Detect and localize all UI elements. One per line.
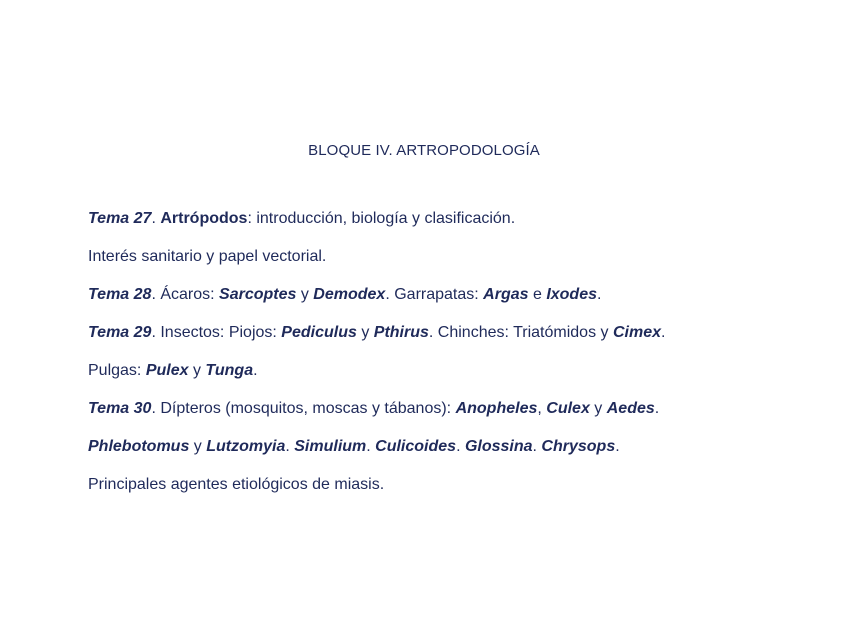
emphasis-text: Glossina [464, 438, 533, 455]
body-text: . Dípteros (mosquitos, moscas y tábanos): [151, 400, 456, 417]
emphasis-text: Tema 28 [88, 286, 152, 303]
body-text: y [296, 286, 314, 303]
emphasis-text: Pthirus [373, 324, 429, 341]
slide-title: BLOQUE IV. ARTROPODOLOGÍA [308, 142, 540, 159]
emphasis-text: Tema 30 [88, 400, 152, 417]
body-text: y [188, 362, 206, 379]
content-line [88, 200, 788, 238]
emphasis-text: Cimex [612, 324, 661, 341]
body-text: : introducción, biología y clasificación. [247, 210, 516, 227]
body-text: . Garrapatas: [385, 286, 484, 303]
body-text: . [654, 400, 660, 417]
emphasis-text: Culicoides [375, 438, 457, 455]
body-text: . [532, 438, 542, 455]
emphasis-text: Simulium [294, 438, 367, 455]
body-text: . [253, 362, 258, 379]
emphasis-text: Chrysops [541, 438, 616, 455]
body-text: . [285, 438, 295, 455]
content-line [88, 352, 788, 390]
emphasis-text: Tema 29 [88, 324, 152, 341]
body-text: . Chinches: Triatómidos y [428, 324, 613, 341]
emphasis-text: Sarcoptes [219, 286, 297, 303]
emphasis-text: Pulex [145, 362, 189, 379]
slide-content [88, 200, 788, 504]
body-text: . [366, 438, 376, 455]
body-text: . [151, 210, 161, 227]
emphasis-text: Argas [483, 286, 529, 303]
emphasis-text: Ixodes [546, 286, 597, 303]
content-line [88, 390, 788, 428]
content-line [88, 276, 788, 314]
body-text: . Ácaros: [151, 286, 220, 303]
body-text: Interés sanitario y papel vectorial. [88, 248, 327, 265]
emphasis-text: Phlebotomus [88, 438, 190, 455]
body-text: y [356, 324, 374, 341]
body-text: . [597, 286, 602, 303]
emphasis-text: Pediculus [281, 324, 357, 341]
emphasis-text: Culex [546, 400, 590, 417]
body-text: . [661, 324, 666, 341]
emphasis-text: Demodex [313, 286, 386, 303]
emphasis-text: Tema 27 [88, 210, 152, 227]
body-text: e [528, 286, 547, 303]
body-text: y [589, 400, 607, 417]
bold-text: Artrópodos [160, 210, 248, 227]
body-text: . Insectos: Piojos: [151, 324, 282, 341]
content-line [88, 314, 788, 352]
body-text: Pulgas: [88, 362, 146, 379]
content-line [88, 428, 788, 466]
content-line [88, 466, 788, 504]
emphasis-text: Lutzomyia [206, 438, 286, 455]
body-text: . [456, 438, 465, 455]
body-text: y [189, 438, 207, 455]
content-line [88, 238, 788, 276]
emphasis-text: Tunga [205, 362, 254, 379]
body-text: Principales agentes etiológicos de miasis. [88, 476, 385, 493]
body-text: , [537, 400, 547, 417]
emphasis-text: Anopheles [455, 400, 538, 417]
body-text: . [615, 438, 620, 455]
emphasis-text: Aedes [606, 400, 655, 417]
